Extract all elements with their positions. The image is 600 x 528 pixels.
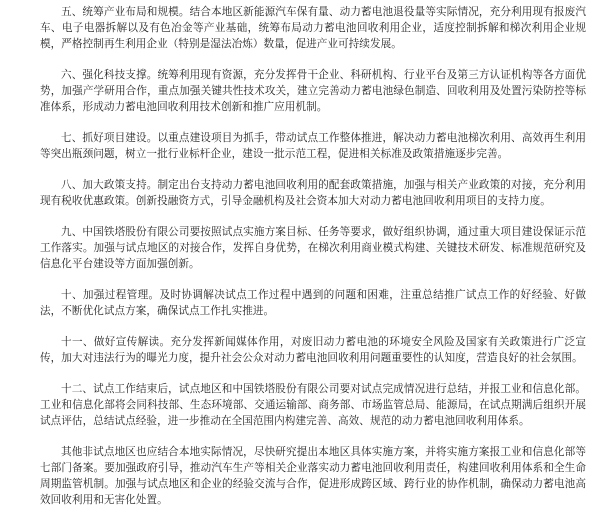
paragraph-project-construction: 七、抓好项目建设。以重点建设项目为抓手，带动试点工作整体推进，解决动力蓄电池梯次利用、高效再生利用等突出瓶颈问题，树立一批行业标杆企业，建设一批示范工程，促进相关标准及政策措施逐步完善。	[40, 132, 586, 160]
paragraph-publicity: 十一、做好宣传解读。充分发挥新闻媒体作用，对废旧动力蓄电池的环境安全风险及国家有关政策进行广泛宣传，加大对违法行为的曝光力度，提升社会公众对动力蓄电池回收利用问题重要性的认知度，营造良好的社会氛围。	[40, 336, 586, 364]
paragraph-pilot-summary: 十二、试点工作结束后，试点地区和中国铁塔股份有限公司要对试点完成情况进行总结，并报工业和信息化部。工业和信息化部将会同科技部、生态环境部、交通运输部、商务部、市场监管总局、能源局，在试点期满后组织开展试点评估，总结试点经验，进一步推动在全国范围内构建完善、高效、规范的动力蓄电池回收利用体系。	[40, 383, 586, 427]
paragraph-tech-support: 六、强化科技支撑。统筹利用现有资源，充分发挥骨干企业、科研机构、行业平台及第三方认证机构等各方面优势，加强产学研用合作，重点加强关键共性技术攻关，建立完善动力蓄电池绿色制造、回收利用及处置污染防控等标准体系，形成动力蓄电池回收利用技术创新和推广应用机制。	[40, 69, 586, 113]
paragraph-policy-support: 八、加大政策支持。制定出台支持动力蓄电池回收利用的配套政策措施，加强与相关产业政策的对接，充分利用现有税收优惠政策。创新投融资方式，引导金融机构及社会资本加大对动力蓄电池回收利用项目的支持力度。	[40, 179, 586, 207]
paragraph-non-pilot-regions: 其他非试点地区也应结合本地实际情况，尽快研究提出本地区具体实施方案，并将实施方案报工业和信息化部等七部门备案。要加强政府引导，推动汽车生产等相关企业落实动力蓄电池回收利用责任，构建回收利用体系和全生命周期监管机制。加强与试点地区和企业的经验交流与合作，促进形成跨区域、跨行业的协作机制，确保动力蓄电池高效回收利用和无害化处置。	[40, 446, 586, 506]
paragraph-industry-layout: 五、统筹产业布局和规模。结合本地区新能源汽车保有量、动力蓄电池退役量等实际情况，充分利用现有报废汽车、电子电器拆解以及有色冶金等产业基础，统筹布局动力蓄电池回收利用企业，适度控制拆解和梯次利用企业规模，严格控制再生利用企业（特别是湿法冶炼）数量，促进产业可持续发展。	[40, 6, 586, 50]
paragraph-china-tower: 九、中国铁塔股份有限公司要按照试点实施方案目标、任务等要求，做好组织协调，通过重大项目建设保证示范工作落实。加强与试点地区的对接合作，发挥自身优势，在梯次利用商业模式构建、关键技术研发、标准规范研究及信息化平台建设等方面加强创新。	[40, 226, 586, 270]
paragraph-process-management: 十、加强过程管理。及时协调解决试点工作过程中遇到的问题和困难，注重总结推广试点工作的好经验、好做法，不断优化试点方案，确保试点工作扎实推进。	[40, 289, 586, 317]
